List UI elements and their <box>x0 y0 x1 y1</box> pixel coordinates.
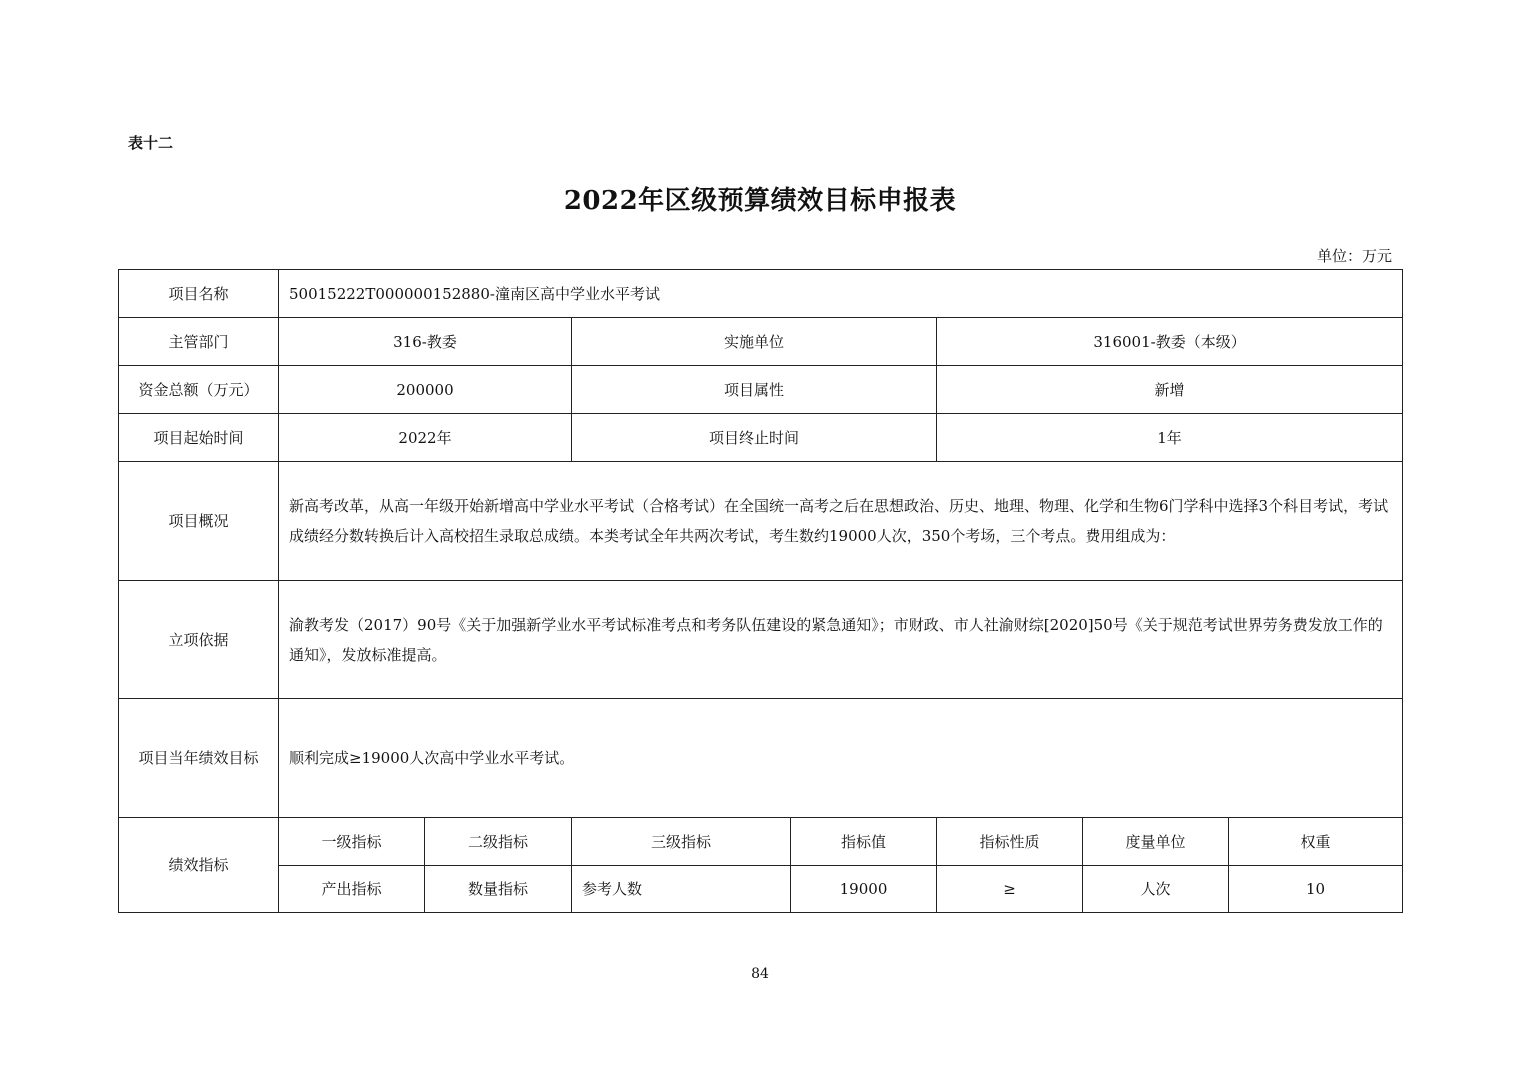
row-project-name <box>119 270 1403 318</box>
indicator-cell: 10 <box>1229 866 1403 913</box>
indicator-header-cell: 二级指标 <box>425 818 572 866</box>
start-time-value: 2022年 <box>279 414 572 462</box>
impl-unit-value: 316001-教委（本级） <box>937 318 1403 366</box>
indicator-cell: 数量指标 <box>425 866 572 913</box>
indicator-cell: ≥ <box>937 866 1083 913</box>
project-name-value: 50015222T000000152880-潼南区高中学业水平考试 <box>279 270 1403 318</box>
overview-value: 新高考改革，从高一年级开始新增高中学业水平考试（合格考试）在全国统一高考之后在思想政治、历史、地理、物理、化学和生物6门学科中选择3个科目考试，考试成绩经分数转换后计入高校招生录取总成绩。本类考试全年共两次考试，考生数约19000人次，350个考场，三个考点。费用组成为： <box>279 462 1403 581</box>
indicator-header-cell: 一级指标 <box>279 818 425 866</box>
basis-label: 立项依据 <box>119 581 279 699</box>
document-title: 2022年区级预算绩效目标申报表 <box>563 186 957 216</box>
row-overview <box>119 462 1403 581</box>
indicator-header-cell: 指标值 <box>791 818 937 866</box>
indicator-row <box>119 866 1403 913</box>
dept-label: 主管部门 <box>119 318 279 366</box>
indicator-cell: 人次 <box>1083 866 1229 913</box>
indicator-cell: 参考人数 <box>572 866 791 913</box>
indicator-cell: 19000 <box>791 866 937 913</box>
project-attr-value: 新增 <box>937 366 1403 414</box>
row-department <box>119 318 1403 366</box>
indicator-header-cell: 三级指标 <box>572 818 791 866</box>
project-name-label: 项目名称 <box>119 270 279 318</box>
table-number-label: 表十二 <box>128 134 174 152</box>
row-basis <box>119 581 1403 699</box>
end-time-label: 项目终止时间 <box>572 414 937 462</box>
dept-value: 316-教委 <box>279 318 572 366</box>
funds-label: 资金总额（万元） <box>119 366 279 414</box>
indicators-label: 绩效指标 <box>119 818 279 913</box>
indicator-header-cell: 度量单位 <box>1083 818 1229 866</box>
basis-value: 渝教考发（2017）90号《关于加强新学业水平考试标准考点和考务队伍建设的紧急通知》；市财政、市人社渝财综[2020]50号《关于规范考试世界劳务费发放工作的通知》，发放标准提高。 <box>279 581 1403 699</box>
project-attr-label: 项目属性 <box>572 366 937 414</box>
funds-value: 200000 <box>279 366 572 414</box>
indicator-cell: 产出指标 <box>279 866 425 913</box>
indicator-header-cell: 指标性质 <box>937 818 1083 866</box>
budget-performance-table <box>118 269 1403 913</box>
overview-label: 项目概况 <box>119 462 279 581</box>
goal-value: 顺利完成≥19000人次高中学业水平考试。 <box>279 699 1403 818</box>
start-time-label: 项目起始时间 <box>119 414 279 462</box>
goal-label: 项目当年绩效目标 <box>119 699 279 818</box>
row-goal <box>119 699 1403 818</box>
end-time-value: 1年 <box>937 414 1403 462</box>
unit-label: 单位：万元 <box>1316 247 1392 265</box>
indicator-header-cell: 权重 <box>1229 818 1403 866</box>
page-number: 84 <box>751 966 769 982</box>
row-time <box>119 414 1403 462</box>
impl-unit-label: 实施单位 <box>572 318 937 366</box>
indicator-header-row <box>119 818 1403 866</box>
row-funds <box>119 366 1403 414</box>
